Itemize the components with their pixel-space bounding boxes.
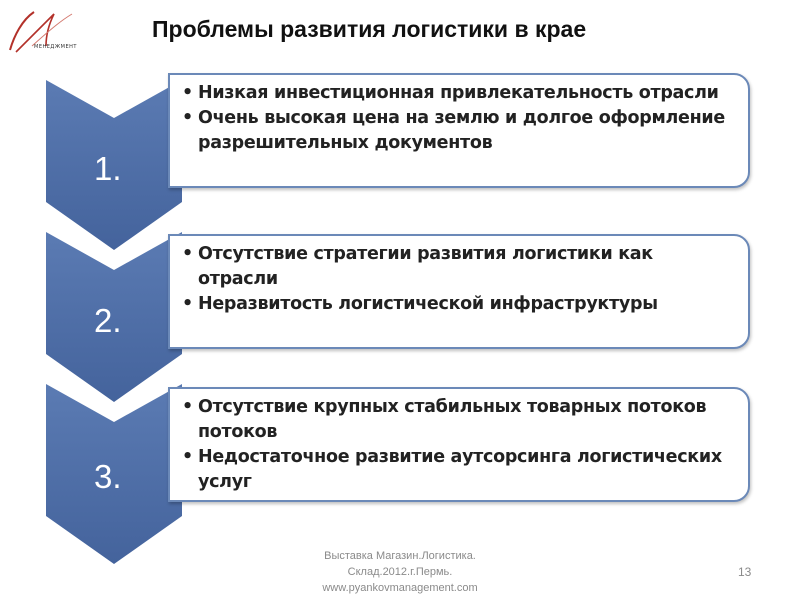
step-2-bullet-1: • Отсутствие стратегии развития логистики как отрасли xyxy=(198,242,738,292)
step-3-box xyxy=(168,387,750,502)
step-1-bullet-2: • Очень высокая цена на землю и долгое оформление разрешительных документов xyxy=(198,106,738,156)
step-3-bullet-1: • Отсутствие крупных стабильных товарных потоков потоков xyxy=(198,395,738,445)
footer-line-3: www.pyankovmanagement.com xyxy=(322,582,478,594)
footer-line-1: Выставка Магазин.Логистика. xyxy=(324,550,476,562)
step-2-number: 2. xyxy=(94,302,122,339)
page-title: Проблемы развития логистики в крае xyxy=(152,16,587,42)
step-2-bullet-2: • Неразвитость логистической инфраструктуры xyxy=(198,292,738,317)
footer-line-2: Склад.2012.г.Пермь. xyxy=(347,566,453,578)
step-1-bullet-1: • Низкая инвестиционная привлекательность отрасли xyxy=(198,81,738,106)
step-3-bullet-2: • Недостаточное развитие аутсорсинга логистических услуг xyxy=(198,445,738,495)
step-1-number: 1. xyxy=(94,150,122,187)
footer xyxy=(250,548,550,596)
step-2-box xyxy=(168,234,750,349)
step-3-number: 3. xyxy=(94,458,122,495)
logo-caption: МЕНЕДЖМЕНТ xyxy=(34,44,77,50)
step-1-box xyxy=(168,73,750,188)
page-number: 13 xyxy=(738,565,752,579)
